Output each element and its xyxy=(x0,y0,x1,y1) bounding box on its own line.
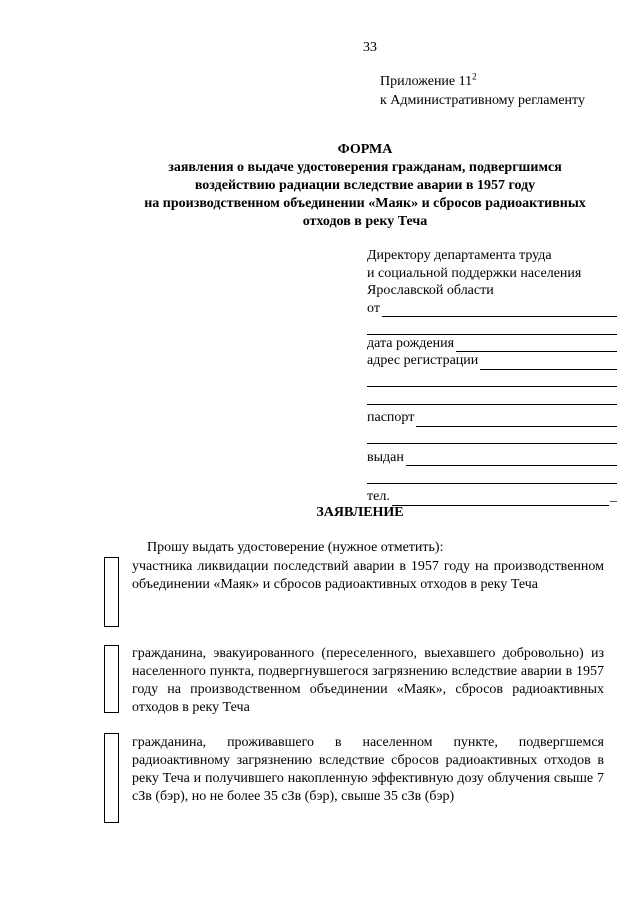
option-3-text: гражданина, проживавшего в населенном пункте, подвергшемся радиоактивному загрязнению вследствие сбросов радиоактивных отходов в реку Теча и получившего накопленную эффективную дозу облучения свыше 7 сЗв (бэр), но не более 35 сЗв (бэр), свыше 35 сЗв (бэр) xyxy=(132,735,604,804)
issued-row-2 xyxy=(367,466,617,484)
appendix-label: Приложение 11 xyxy=(380,74,473,89)
appendix-line-2: к Административному регламенту xyxy=(380,93,585,108)
phone-label: тел. xyxy=(367,489,390,504)
issued-field[interactable] xyxy=(406,453,617,466)
address-row-3 xyxy=(367,387,617,405)
issued-field-2[interactable] xyxy=(367,471,617,484)
addressee-line-2 xyxy=(367,265,617,283)
birth-date-field[interactable] xyxy=(456,339,617,352)
form-title xyxy=(60,141,640,231)
from-field[interactable] xyxy=(382,304,617,317)
page-number: 33 xyxy=(363,40,377,55)
form-title-line-3: воздействию радиации вследствие аварии в 1957 году xyxy=(194,178,536,193)
birth-date-label: дата рождения xyxy=(367,335,455,351)
from-row-continued xyxy=(367,317,617,335)
passport-field-2[interactable] xyxy=(367,431,617,444)
option-1-text: участника ликвидации последствий аварии в 1957 году на производственном объединении «Маяк» и сбросов радиоактивных отходов в реку Теча xyxy=(132,559,604,592)
birth-date-row xyxy=(367,335,617,353)
passport-label: паспорт xyxy=(367,410,415,425)
address-field[interactable] xyxy=(480,357,617,370)
addressee-block xyxy=(367,247,617,506)
option-3-checkbox[interactable] xyxy=(104,733,119,823)
addressee-line-2-text: и социальной поддержки населения xyxy=(367,265,582,281)
appendix-note xyxy=(380,72,585,110)
issued-label: выдан xyxy=(367,449,404,465)
form-title-line-4: на производственном объединении «Маяк» и сбросов радиоактивных xyxy=(144,196,586,211)
from-field-continued[interactable] xyxy=(367,322,617,335)
phone-suffix: _ xyxy=(610,489,617,504)
statement-intro: Прошу выдать удостоверение (нужное отметить): xyxy=(147,540,444,555)
issued-row xyxy=(367,444,617,466)
address-row-2 xyxy=(367,370,617,388)
form-title-line-2: заявления о выдаче удостоверения гражданам, подвергшимся xyxy=(168,160,562,175)
option-1-checkbox[interactable] xyxy=(104,557,119,627)
appendix-line-1 xyxy=(380,72,585,91)
appendix-superscript: 2 xyxy=(472,71,477,82)
address-row xyxy=(367,352,617,370)
form-title-line-1: ФОРМА xyxy=(337,142,393,157)
passport-row-2 xyxy=(367,427,617,445)
addressee-line-1 xyxy=(367,247,617,265)
passport-field[interactable] xyxy=(416,414,617,427)
addressee-line-3-text: Ярославской области xyxy=(367,283,494,298)
form-title-line-5: отходов в реку Теча xyxy=(302,214,428,229)
address-label: адрес регистрации xyxy=(367,353,479,368)
address-field-2[interactable] xyxy=(367,374,617,387)
addressee-line-1-text: Директору департамента труда xyxy=(367,248,552,263)
addressee-line-3 xyxy=(367,282,617,300)
phone-field[interactable] xyxy=(392,493,609,506)
address-field-3[interactable] xyxy=(367,392,617,405)
statement-heading: ЗАЯВЛЕНИЕ xyxy=(316,505,404,520)
from-row xyxy=(367,300,617,318)
option-2-checkbox[interactable] xyxy=(104,645,119,713)
phone-row xyxy=(367,484,617,506)
passport-row xyxy=(367,405,617,427)
from-label: от xyxy=(367,300,380,316)
option-2-text: гражданина, эвакуированного (переселенного, выехавшего добровольно) из населенного пункта, подвергнувшегося загрязнению вследствие аварии в 1957 году на производственном объединении «Маяк», сбросов радиоактивных отходов в реку Теча xyxy=(132,646,604,715)
